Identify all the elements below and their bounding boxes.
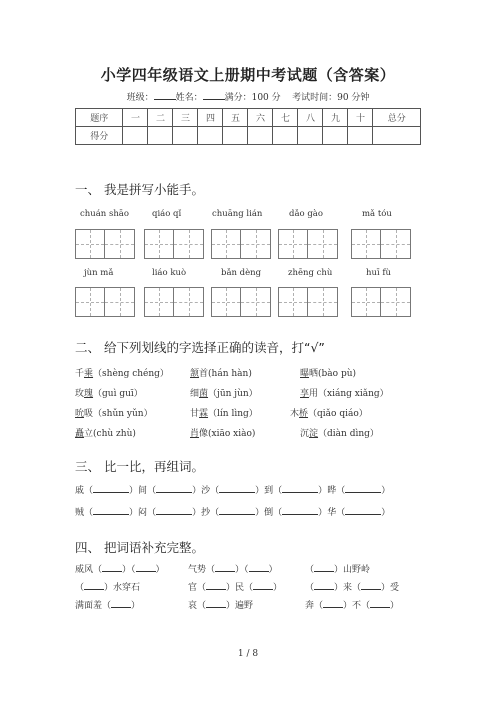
idiom-item xyxy=(305,580,399,593)
tianzige-box[interactable] xyxy=(75,229,135,259)
answer-blank[interactable] xyxy=(156,506,192,515)
score-cell[interactable] xyxy=(298,127,323,145)
reading-options[interactable]: （jūn jùn） xyxy=(208,389,258,399)
answer-blank[interactable] xyxy=(345,506,381,515)
compare-char: 戚 xyxy=(75,486,85,496)
name-blank xyxy=(203,91,225,100)
reading-word: 木桥 xyxy=(290,409,309,419)
idiom-item xyxy=(75,580,140,593)
answer-blank[interactable] xyxy=(93,506,129,515)
class-label: 班级： xyxy=(126,93,154,103)
answer-blank[interactable] xyxy=(323,599,343,608)
pinyin-label: dǎo gào xyxy=(289,209,323,219)
page-number: 1 / 8 xyxy=(237,649,259,659)
score-header-cell: 八 xyxy=(298,109,323,127)
reading-options[interactable]: （qiǎo qiáo） xyxy=(308,409,368,419)
compare-char: 闷 xyxy=(138,508,148,518)
idiom-item xyxy=(305,562,370,575)
reading-options[interactable]: (hán hàn) xyxy=(208,369,252,379)
score-header-cell: 一 xyxy=(123,109,148,127)
idiom-text: 满面羞（ xyxy=(75,601,112,611)
score-cell[interactable] xyxy=(348,127,373,145)
score-cell[interactable] xyxy=(248,127,273,145)
reading-item xyxy=(190,386,258,399)
answer-blank[interactable] xyxy=(84,581,104,590)
compare-char: 沙 xyxy=(201,486,211,496)
idiom-text: 奔（ xyxy=(305,601,324,611)
score-cell[interactable] xyxy=(148,127,173,145)
compare-char: 倒 xyxy=(264,508,274,518)
reading-options[interactable]: （lín lìng） xyxy=(208,409,258,419)
answer-blank[interactable] xyxy=(219,484,255,493)
answer-blank[interactable] xyxy=(345,484,381,493)
idiom-text: ）来（ xyxy=(334,583,362,593)
reading-word: 沉淀 xyxy=(300,429,319,439)
answer-blank[interactable] xyxy=(249,563,269,572)
answer-blank[interactable] xyxy=(361,581,381,590)
score-header-cell: 十 xyxy=(348,109,373,127)
reading-item xyxy=(300,386,389,399)
compare-row-1: 戚（ ）间（ ）沙（ ）到（ ）晔（ ） xyxy=(75,486,391,496)
reading-options[interactable]: (xiāo xiào) xyxy=(208,429,256,439)
answer-blank[interactable] xyxy=(206,599,226,608)
score-table xyxy=(75,108,421,145)
idiom-text: ）遍野 xyxy=(226,601,254,611)
idiom-text: （ xyxy=(305,583,315,593)
answer-blank[interactable] xyxy=(314,581,334,590)
reading-word: 甘霖 xyxy=(190,409,209,419)
section-4-title: 四、 把词语补充完整。 xyxy=(75,540,204,555)
reading-word: 肖像 xyxy=(190,429,209,439)
reading-options[interactable]: （shèng chéng） xyxy=(93,369,169,379)
idiom-item xyxy=(75,562,165,575)
full-score: 满分：100 分 xyxy=(224,93,281,103)
tianzige-box[interactable] xyxy=(211,287,271,317)
score-table-row xyxy=(76,127,421,145)
idiom-text: ） xyxy=(273,583,283,593)
score-header-cell: 九 xyxy=(323,109,348,127)
answer-blank[interactable] xyxy=(136,563,156,572)
score-header-cell: 三 xyxy=(173,109,198,127)
idiom-item xyxy=(75,598,140,611)
score-cell[interactable] xyxy=(173,127,198,145)
idiom-text: ）（ xyxy=(235,565,249,575)
idiom-item xyxy=(188,598,253,611)
exam-info xyxy=(0,90,496,103)
pinyin-label: bǎn dèng xyxy=(221,268,262,278)
reading-word: 玫瑰 xyxy=(75,389,94,399)
reading-item xyxy=(300,366,356,379)
reading-word: 细菌 xyxy=(190,389,209,399)
tianzige-box[interactable] xyxy=(144,229,204,259)
section-3-title: 三、 比一比，再组词。 xyxy=(75,459,204,474)
answer-blank[interactable] xyxy=(219,506,255,515)
answer-blank[interactable] xyxy=(93,484,129,493)
reading-word: 吮吸 xyxy=(75,409,94,419)
compare-char: 贼 xyxy=(75,508,85,518)
reading-options[interactable]: （xiáng xiǎng） xyxy=(318,389,389,399)
reading-item xyxy=(290,406,368,419)
reading-word: 千乘 xyxy=(75,369,94,379)
answer-blank[interactable] xyxy=(282,506,318,515)
idiom-text: ） xyxy=(131,601,141,611)
answer-blank[interactable] xyxy=(282,484,318,493)
reading-options[interactable]: （diàn dìng） xyxy=(318,429,379,439)
idiom-text: ）民（ xyxy=(226,583,254,593)
score-header-cell: 六 xyxy=(248,109,273,127)
idiom-text: 威风（ xyxy=(75,565,103,575)
score-header-cell: 七 xyxy=(273,109,298,127)
reading-item xyxy=(75,366,169,379)
score-header-cell: 总分 xyxy=(373,109,421,127)
score-cell[interactable] xyxy=(198,127,223,145)
exam-time: 考试时间：90 分钟 xyxy=(292,93,370,103)
pinyin-label: chuāng lián xyxy=(212,209,263,219)
idiom-item xyxy=(188,562,278,575)
compare-char: 间 xyxy=(138,486,148,496)
idiom-text: 官（ xyxy=(188,583,207,593)
idiom-text: （ xyxy=(75,583,85,593)
score-header-cell: 五 xyxy=(223,109,248,127)
idiom-item xyxy=(188,580,282,593)
idiom-text: ）水穿石 xyxy=(104,583,141,593)
reading-options[interactable]: (chù zhù) xyxy=(93,429,136,439)
reading-item xyxy=(75,406,153,419)
compare-char: 华 xyxy=(327,508,337,518)
score-cell[interactable] xyxy=(223,127,248,145)
reading-item xyxy=(75,426,136,439)
tianzige-box[interactable] xyxy=(351,229,411,259)
reading-item xyxy=(75,386,143,399)
name-label: 姓名： xyxy=(175,93,203,103)
reading-item xyxy=(190,406,258,419)
reading-word: 享用 xyxy=(300,389,319,399)
reading-item xyxy=(190,366,252,379)
pinyin-label: zhēng chù xyxy=(288,268,333,278)
idiom-text: 哀（ xyxy=(188,601,207,611)
pinyin-label: mǎ tóu xyxy=(362,209,392,219)
section-1-title: 一、 我是拼写小能手。 xyxy=(75,182,204,197)
score-header-cell: 四 xyxy=(198,109,223,127)
tianzige-box[interactable] xyxy=(351,287,411,317)
section-2-title: 二、 给下列划线的字选择正确的读音，打“√” xyxy=(75,340,325,355)
answer-blank[interactable] xyxy=(370,599,390,608)
page-title: 小学四年级语文上册期中考试题（含答案） xyxy=(100,66,396,84)
score-header-cell: 二 xyxy=(148,109,173,127)
idiom-text: ） xyxy=(268,565,278,575)
answer-blank[interactable] xyxy=(102,563,122,572)
compare-char: 晔 xyxy=(327,486,337,496)
tianzige-box[interactable] xyxy=(75,287,135,317)
reading-word: 曝晒 xyxy=(300,369,319,379)
reading-item xyxy=(190,426,255,439)
tianzige-box[interactable] xyxy=(211,229,271,259)
reading-options[interactable]: (bào pù) xyxy=(318,369,357,379)
score-header-cell: 题序 xyxy=(76,109,123,127)
score-row-label: 得分 xyxy=(76,127,123,145)
answer-blank[interactable] xyxy=(314,563,334,572)
class-blank xyxy=(154,91,176,100)
score-table-header xyxy=(76,109,421,127)
idiom-text: （ xyxy=(305,565,315,575)
answer-blank[interactable] xyxy=(156,484,192,493)
tianzige-box[interactable] xyxy=(278,229,338,259)
pinyin-label: jùn mǎ xyxy=(84,268,114,278)
compare-char: 到 xyxy=(264,486,274,496)
tianzige-box[interactable] xyxy=(278,287,338,317)
idiom-text: 气势（ xyxy=(188,565,216,575)
answer-blank[interactable] xyxy=(215,563,235,572)
reading-word: 颔首 xyxy=(190,369,209,379)
tianzige-box[interactable] xyxy=(144,287,204,317)
score-cell[interactable] xyxy=(373,127,421,145)
pinyin-label: qiáo qǐ xyxy=(152,209,182,219)
answer-blank[interactable] xyxy=(206,581,226,590)
reading-word: 矗立 xyxy=(75,429,94,439)
pinyin-label: chuán shāo xyxy=(80,209,129,219)
idiom-text: ） xyxy=(390,601,400,611)
idiom-text: ）受 xyxy=(381,583,400,593)
pinyin-label: liáo kuò xyxy=(152,268,187,278)
pinyin-label: huī fù xyxy=(366,268,391,278)
idiom-text: ）山野岭 xyxy=(334,565,371,575)
answer-blank[interactable] xyxy=(253,581,273,590)
score-cell[interactable] xyxy=(323,127,348,145)
idiom-item xyxy=(305,598,399,611)
idiom-text: ）（ xyxy=(122,565,136,575)
reading-item xyxy=(300,426,379,439)
idiom-text: ）不（ xyxy=(343,601,371,611)
reading-options[interactable]: （shǔn yǔn） xyxy=(93,409,153,419)
compare-row-2: 贼（ ）闷（ ）抄（ ）倒（ ）华（ ） xyxy=(75,508,391,518)
idiom-text: ） xyxy=(155,565,165,575)
answer-blank[interactable] xyxy=(111,599,131,608)
compare-char: 抄 xyxy=(201,508,211,518)
score-cell[interactable] xyxy=(273,127,298,145)
reading-options[interactable]: （guì guī） xyxy=(93,389,143,399)
score-cell[interactable] xyxy=(123,127,148,145)
